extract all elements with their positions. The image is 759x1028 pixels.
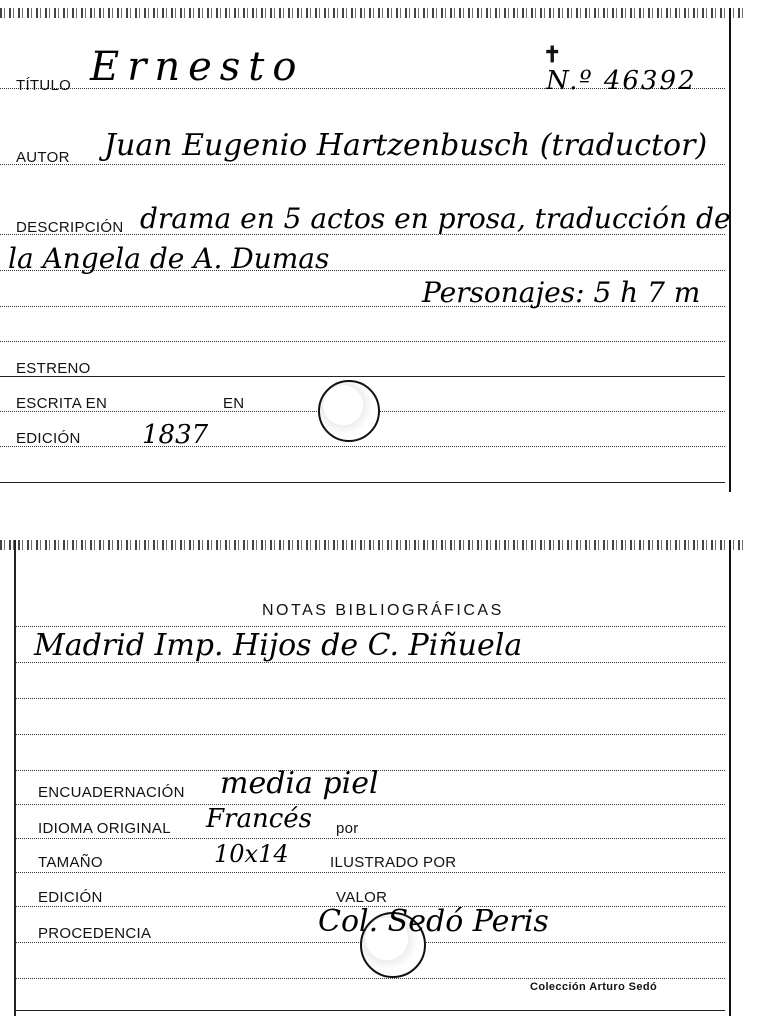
titulo-label: TÍTULO bbox=[16, 77, 72, 94]
estreno-line bbox=[0, 376, 725, 377]
tamano-line bbox=[16, 872, 725, 873]
autor-label: AUTOR bbox=[16, 149, 70, 166]
card-border-left bbox=[14, 540, 16, 1016]
encuadernacion-line bbox=[16, 804, 725, 805]
back-card bbox=[0, 540, 745, 1016]
descripcion-value-2: la Angela de A. Dumas bbox=[8, 242, 330, 275]
notas-line-3 bbox=[16, 698, 725, 699]
tamano-label: TAMAÑO bbox=[38, 854, 103, 871]
tamano-value: 10x14 bbox=[214, 840, 289, 868]
personajes-value: Personajes: 5 h 7 m bbox=[422, 276, 701, 309]
en-label: EN bbox=[223, 395, 245, 412]
numero-value: N.º 46392 bbox=[546, 66, 697, 96]
notas-line-4 bbox=[16, 734, 725, 735]
edicion-line bbox=[0, 446, 725, 447]
encuadernacion-label: ENCUADERNACIÓN bbox=[38, 784, 185, 801]
titulo-value: Ernesto bbox=[90, 44, 305, 90]
encuadernacion-value: media piel bbox=[220, 766, 379, 801]
footer-line bbox=[16, 978, 725, 979]
stamp-icon bbox=[318, 380, 380, 442]
autor-line bbox=[0, 164, 725, 165]
por-label: por bbox=[336, 820, 359, 837]
notas-heading: NOTAS BIBLIOGRÁFICAS bbox=[262, 602, 504, 619]
escrita-en-label: ESCRITA EN bbox=[16, 395, 108, 412]
cross-mark: ✝ bbox=[543, 42, 562, 67]
edicion-label: EDICIÓN bbox=[16, 430, 81, 447]
idioma-label: IDIOMA ORIGINAL bbox=[38, 820, 171, 837]
torn-edge bbox=[0, 8, 745, 18]
procedencia-value: Col. Sedó Peris bbox=[318, 904, 549, 939]
procedencia-label: PROCEDENCIA bbox=[38, 925, 152, 942]
footer-collection: Colección Arturo Sedó bbox=[530, 981, 658, 993]
descripcion-line-4 bbox=[0, 341, 725, 342]
descripcion-label: DESCRIPCIÓN bbox=[16, 219, 124, 236]
autor-value: Juan Eugenio Hartzenbusch (traductor) bbox=[104, 128, 708, 163]
idioma-value: Francés bbox=[206, 804, 313, 834]
torn-edge bbox=[0, 540, 745, 550]
ilustrado-label: ILUSTRADO POR bbox=[330, 854, 457, 871]
valor-label: VALOR bbox=[336, 889, 388, 906]
bottom-line bbox=[0, 482, 725, 483]
edicion-value: 1837 bbox=[142, 420, 209, 450]
front-card bbox=[0, 8, 745, 492]
edicion-label: EDICIÓN bbox=[38, 889, 103, 906]
estreno-label: ESTRENO bbox=[16, 360, 91, 377]
card-border bbox=[729, 540, 731, 1016]
notas-line-1 bbox=[16, 626, 725, 627]
notas-value: Madrid Imp. Hijos de C. Piñuela bbox=[34, 628, 523, 663]
idioma-line bbox=[16, 838, 725, 839]
descripcion-value-1: drama en 5 actos en prosa, traducción de bbox=[140, 202, 731, 235]
bottom-line bbox=[16, 1010, 725, 1011]
card-border bbox=[729, 8, 731, 492]
